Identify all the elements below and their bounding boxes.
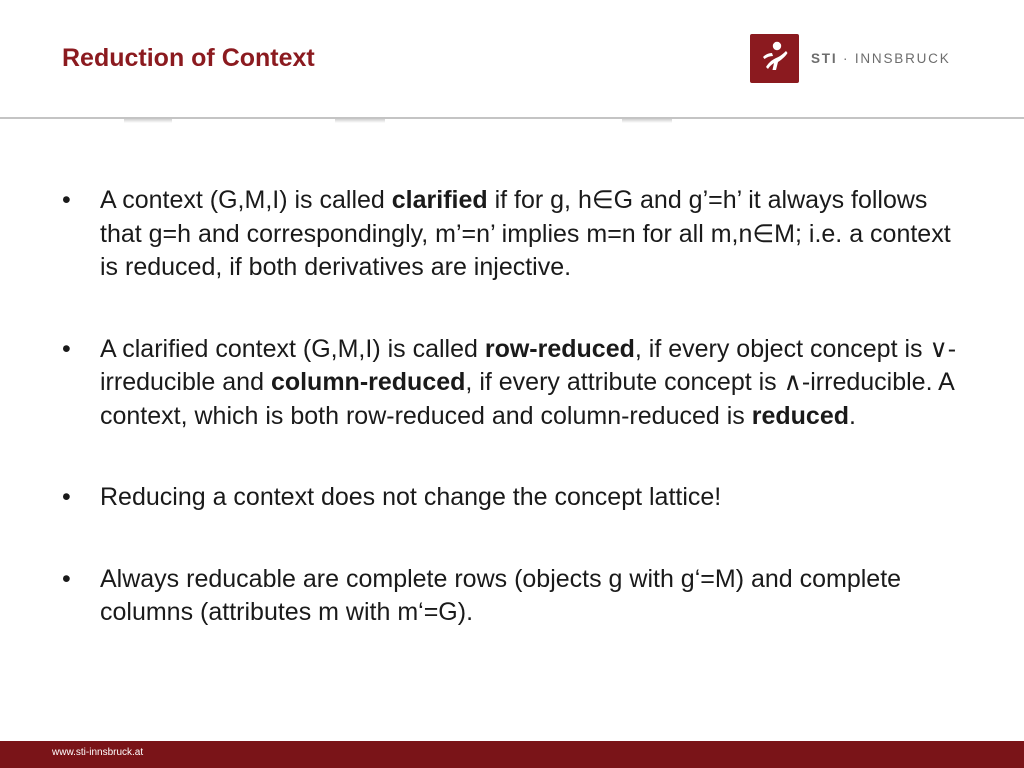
bullet-list	[62, 184, 962, 630]
bullet-item	[62, 333, 962, 434]
logo-separator: ·	[837, 51, 855, 66]
bullet-item	[62, 184, 962, 285]
bullet-text: A clarified context (G,M,I) is called	[100, 334, 485, 363]
bold-term: reduced	[751, 401, 849, 430]
header-divider-shadow	[622, 119, 672, 123]
bold-term: column-reduced	[270, 368, 466, 396]
bullet-text: , if every attribute concept is ∧-irreducible. A context, which is both row-reduced and column-reduced is	[100, 368, 954, 430]
sti-innsbruck-logo	[750, 34, 951, 83]
footer-url: www.sti-innsbruck.at	[52, 747, 144, 758]
bullet-text: Reducing a context does not change the concept lattice!	[100, 483, 722, 511]
bullet-marker: •	[62, 564, 71, 593]
bullet-marker: •	[62, 334, 71, 363]
logo-brand: STI	[811, 51, 838, 66]
bullet-item	[62, 563, 962, 630]
bullet-text: A context (G,M,I) is called	[100, 186, 392, 214]
sti-figure-icon	[750, 34, 799, 83]
bullet-text: .	[849, 401, 856, 430]
footer-bar	[0, 741, 1024, 768]
logo-wordmark	[811, 51, 951, 66]
page-title: Reduction of Context	[62, 44, 315, 72]
header-divider-shadow	[124, 119, 172, 123]
bullet-marker: •	[62, 186, 71, 214]
slide-content	[62, 184, 962, 630]
bullet-text: , if every object concept is ∨-irreducible and	[100, 334, 957, 396]
bold-term: clarified	[391, 186, 488, 214]
bullet-text: if for g, h∈G and g’=h’ it always follows that g=h and correspondingly, m’=n’ implies m=n for all m,n∈M; i.e. a context is reduced, if both derivatives are injective.	[100, 186, 951, 281]
bullet-marker: •	[62, 483, 71, 511]
logo-location: INNSBRUCK	[854, 51, 951, 66]
bold-term: row-reduced	[484, 334, 635, 363]
bullet-item	[62, 481, 962, 515]
bullet-text: Always reducable are complete rows (objects g with g‘=M) and complete columns (attributes m with m‘=G).	[100, 564, 902, 626]
header-divider-shadow	[335, 119, 385, 123]
